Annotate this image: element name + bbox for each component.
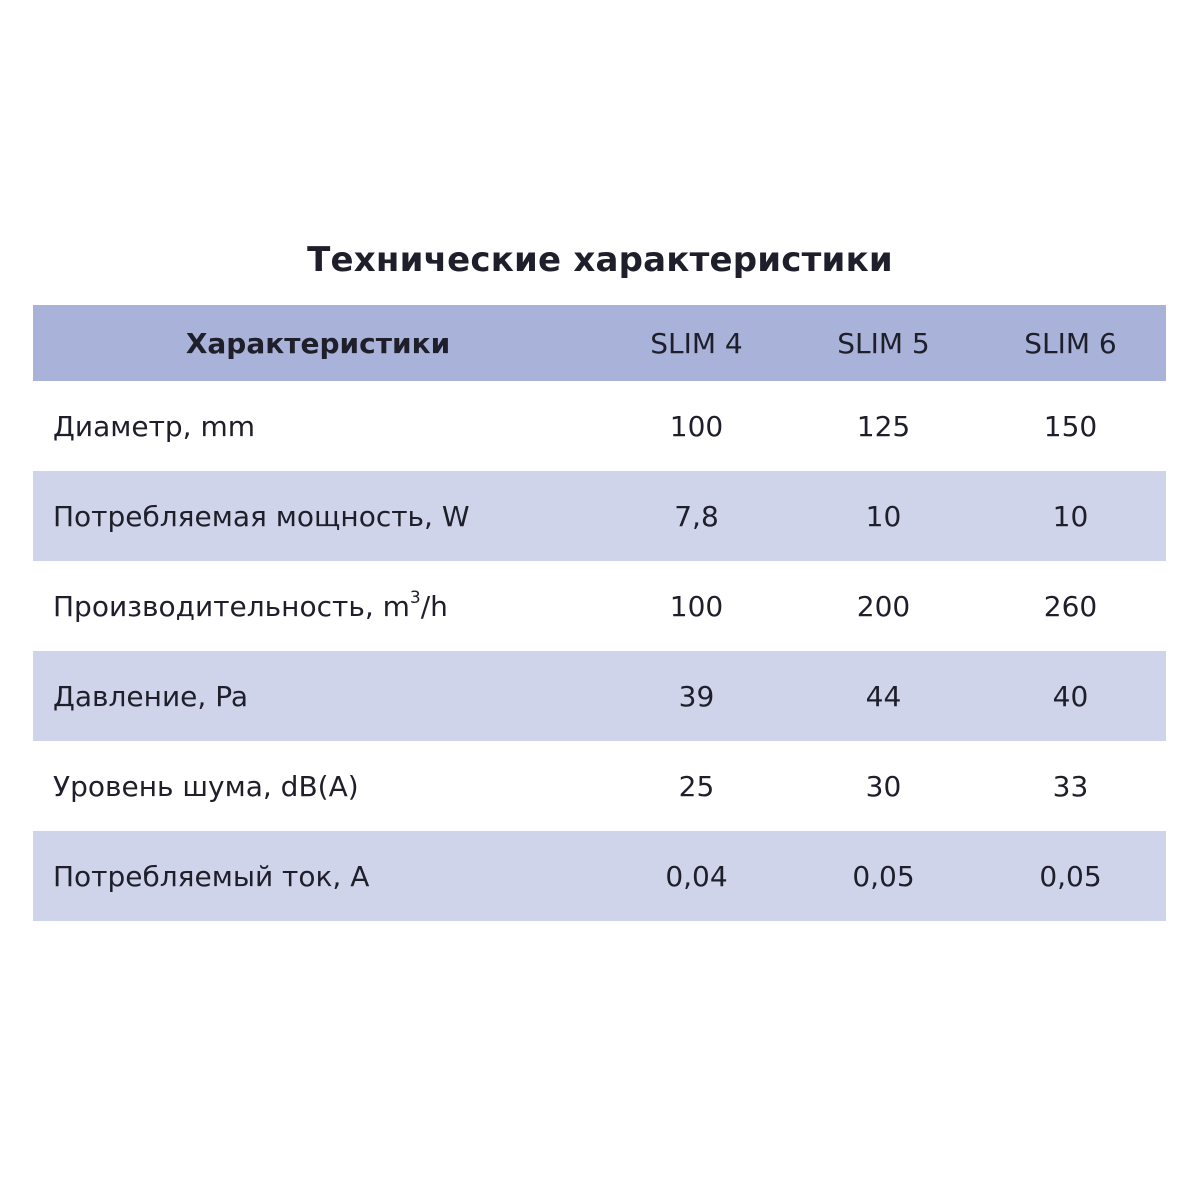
table-header-row: [33, 305, 1166, 381]
page-title: Технические характеристики: [307, 240, 893, 280]
row-value-slim-5: 0,05: [852, 859, 915, 893]
table-row: [33, 381, 1166, 471]
row-value-slim-4: 100: [669, 409, 724, 443]
row-value-slim-6: 260: [1043, 589, 1098, 623]
row-value-slim-6: 10: [1052, 499, 1089, 533]
row-label: Давление, Pa: [53, 679, 248, 713]
row-value-slim-5: 125: [856, 409, 911, 443]
row-label-suffix: /h: [420, 589, 448, 623]
row-value-slim-6: 40: [1052, 679, 1089, 713]
row-value-slim-4: 7,8: [674, 499, 719, 533]
column-header-slim-5: SLIM 5: [837, 326, 930, 360]
table-row: [33, 831, 1166, 921]
column-header-slim-4: SLIM 4: [650, 326, 743, 360]
row-label: Потребляемая мощность, W: [53, 499, 470, 533]
table-row: [33, 741, 1166, 831]
row-value-slim-4: 100: [669, 589, 724, 623]
row-value-slim-6: 33: [1052, 769, 1089, 803]
row-value-slim-4: 39: [678, 679, 715, 713]
row-value-slim-5: 30: [865, 769, 902, 803]
row-label: Диаметр, mm: [53, 409, 256, 443]
row-value-slim-5: 44: [865, 679, 902, 713]
row-value-slim-4: 25: [678, 769, 715, 803]
row-value-slim-4: 0,04: [665, 859, 728, 893]
row-label-text: Производительность, m: [53, 589, 410, 623]
row-value-slim-5: 10: [865, 499, 902, 533]
column-header-characteristics: Характеристики: [185, 326, 451, 360]
row-label-superscript: 3: [409, 588, 421, 609]
row-value-slim-6: 150: [1043, 409, 1098, 443]
spec-table: [33, 305, 1166, 921]
row-label: [33, 590, 603, 623]
table-row: [33, 651, 1166, 741]
row-value-slim-5: 200: [856, 589, 911, 623]
column-header-slim-6: SLIM 6: [1024, 326, 1117, 360]
table-row: [33, 471, 1166, 561]
table-row: [33, 561, 1166, 651]
row-label: Уровень шума, dB(A): [53, 769, 359, 803]
row-value-slim-6: 0,05: [1039, 859, 1102, 893]
row-label: Потребляемый ток, A: [53, 859, 370, 893]
